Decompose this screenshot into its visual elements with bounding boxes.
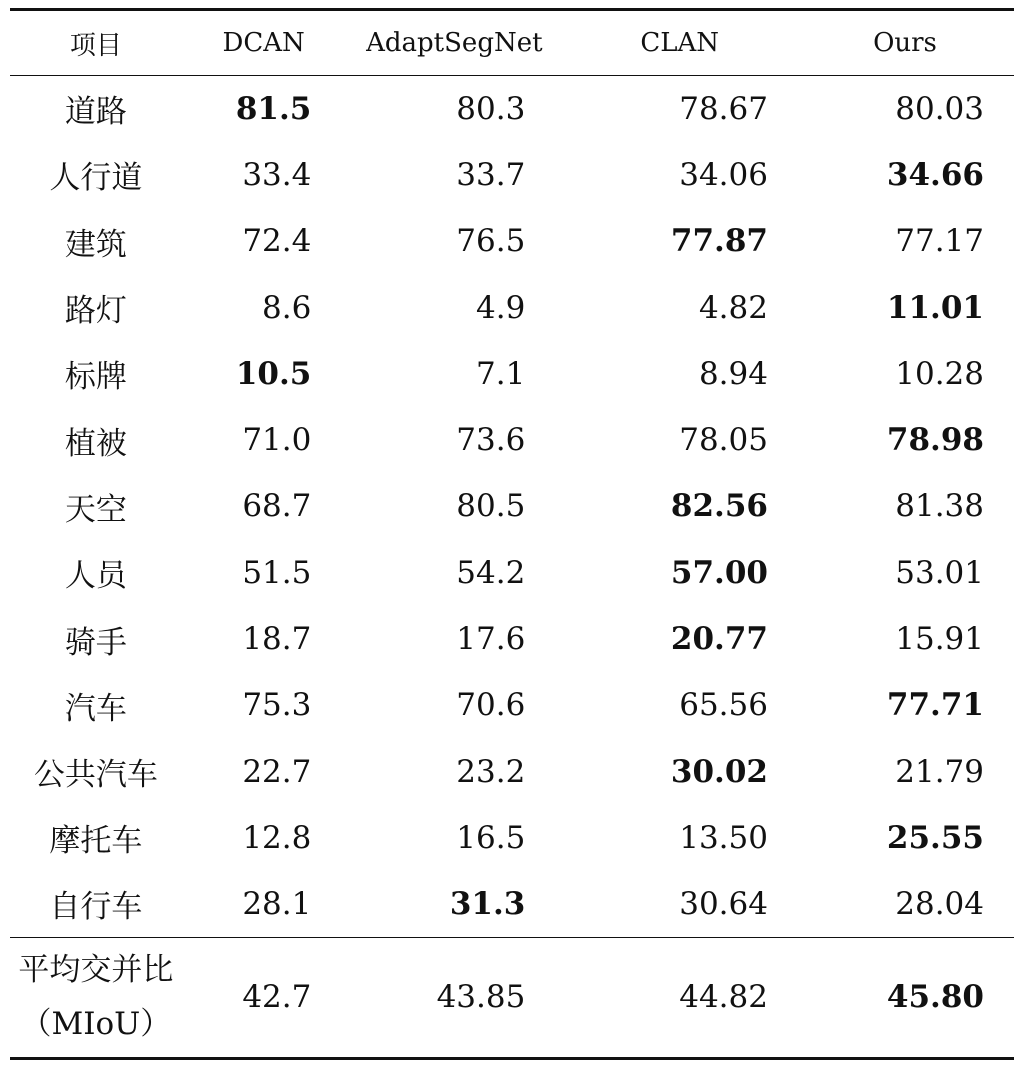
- value: 4.9: [476, 289, 526, 326]
- results-table: [10, 8, 1014, 1060]
- value: 77.17: [895, 223, 984, 260]
- value: 10.28: [895, 355, 984, 392]
- summary-value-cell: [796, 937, 1014, 1058]
- table-body: [10, 76, 1014, 1059]
- value-cell: [796, 738, 1014, 804]
- row-label: 建筑: [64, 226, 127, 263]
- summary-label: [10, 937, 182, 1058]
- best-value: 45.80: [886, 979, 984, 1016]
- value-cell: [345, 738, 563, 804]
- value-cell: [345, 341, 563, 407]
- best-value: 82.56: [670, 488, 768, 525]
- value: 44.82: [679, 979, 768, 1016]
- best-value: 77.71: [886, 687, 984, 724]
- value-cell: [345, 606, 563, 672]
- value-cell: [796, 142, 1014, 208]
- value-cell: [563, 208, 796, 274]
- value-cell: [182, 407, 345, 473]
- value-cell: [796, 407, 1014, 473]
- best-value: 25.55: [886, 819, 984, 856]
- value-cell: [796, 341, 1014, 407]
- value-cell: [563, 473, 796, 539]
- value-cell: [182, 606, 345, 672]
- value: 34.06: [679, 156, 768, 193]
- best-value: 57.00: [670, 554, 768, 591]
- value-cell: [563, 672, 796, 738]
- value: 72.4: [242, 223, 312, 260]
- value: 30.64: [679, 885, 768, 922]
- row-label: 路灯: [64, 293, 127, 330]
- table-row: [10, 540, 1014, 606]
- value-cell: [563, 76, 796, 142]
- value-cell: [182, 805, 345, 871]
- value-cell: [563, 142, 796, 208]
- table-row: [10, 142, 1014, 208]
- table-row: [10, 407, 1014, 473]
- value-cell: [345, 407, 563, 473]
- value: 28.04: [895, 885, 984, 922]
- value: 33.4: [242, 156, 312, 193]
- value: 42.7: [242, 979, 312, 1016]
- row-label: 植被: [64, 425, 127, 462]
- value-cell: [563, 738, 796, 804]
- row-label: 标牌: [64, 359, 127, 396]
- value: 33.7: [456, 156, 526, 193]
- value-cell: [182, 871, 345, 937]
- value: 8.94: [698, 355, 768, 392]
- value-cell: [796, 540, 1014, 606]
- table-row: [10, 871, 1014, 937]
- value: 75.3: [242, 687, 312, 724]
- value-cell: [182, 274, 345, 340]
- summary-value-cell: [345, 937, 563, 1058]
- best-value: 78.98: [886, 422, 984, 459]
- table-row: [10, 473, 1014, 539]
- value: 65.56: [679, 687, 768, 724]
- value-cell: [563, 341, 796, 407]
- header-ours: Ours: [796, 10, 1014, 76]
- value-cell: [345, 142, 563, 208]
- value: 18.7: [242, 621, 312, 658]
- table-row: [10, 341, 1014, 407]
- summary-label-line2: （MIoU）: [20, 1006, 172, 1043]
- value: 76.5: [456, 223, 526, 260]
- value: 4.82: [698, 289, 768, 326]
- best-value: 34.66: [886, 156, 984, 193]
- value: 17.6: [456, 621, 526, 658]
- value-cell: [345, 274, 563, 340]
- value: 80.03: [895, 90, 984, 127]
- summary-value-cell: [182, 937, 345, 1058]
- value-cell: [182, 142, 345, 208]
- value-cell: [796, 805, 1014, 871]
- value: 80.5: [456, 488, 526, 525]
- value-cell: [796, 871, 1014, 937]
- best-value: 31.3: [449, 885, 526, 922]
- value: 71.0: [242, 422, 312, 459]
- best-value: 20.77: [670, 621, 768, 658]
- table-row: [10, 76, 1014, 142]
- table-row: [10, 672, 1014, 738]
- summary-value-cell: [563, 937, 796, 1058]
- row-label: 公共汽车: [33, 757, 158, 794]
- value: 43.85: [436, 979, 526, 1016]
- row-label: 自行车: [49, 889, 143, 926]
- value: 51.5: [242, 554, 312, 591]
- row-label: 汽车: [64, 690, 127, 727]
- value-cell: [796, 606, 1014, 672]
- value-cell: [345, 473, 563, 539]
- value-cell: [182, 672, 345, 738]
- value-cell: [345, 672, 563, 738]
- value: 81.38: [895, 488, 984, 525]
- row-label: 人员: [64, 558, 127, 595]
- value: 23.2: [456, 753, 526, 790]
- row-label: 道路: [64, 94, 127, 131]
- value-cell: [182, 540, 345, 606]
- table-row: [10, 274, 1014, 340]
- value: 28.1: [242, 885, 312, 922]
- summary-label-line1: 平均交并比: [18, 952, 174, 989]
- value-cell: [182, 473, 345, 539]
- summary-row: [10, 937, 1014, 1058]
- best-value: 10.5: [235, 355, 312, 392]
- best-value: 81.5: [235, 90, 312, 127]
- table-row: [10, 606, 1014, 672]
- value-cell: [182, 738, 345, 804]
- value-cell: [345, 76, 563, 142]
- value-cell: [345, 805, 563, 871]
- value: 12.8: [242, 819, 312, 856]
- value-cell: [563, 871, 796, 937]
- row-label: 骑手: [64, 624, 127, 661]
- header-dcan: DCAN: [182, 10, 345, 76]
- best-value: 77.87: [670, 223, 768, 260]
- value-cell: [796, 208, 1014, 274]
- value: 15.91: [895, 621, 984, 658]
- value-cell: [796, 274, 1014, 340]
- header-row: [10, 10, 1014, 76]
- row-label: 天空: [64, 491, 127, 528]
- value-cell: [796, 473, 1014, 539]
- row-label: 摩托车: [49, 823, 143, 860]
- table-row: [10, 805, 1014, 871]
- value-cell: [345, 871, 563, 937]
- row-label: 人行道: [49, 160, 143, 197]
- value-cell: [563, 805, 796, 871]
- value-cell: [563, 606, 796, 672]
- value-cell: [182, 341, 345, 407]
- value-cell: [563, 540, 796, 606]
- table-row: [10, 738, 1014, 804]
- value: 54.2: [456, 554, 526, 591]
- table-row: [10, 208, 1014, 274]
- value: 68.7: [242, 488, 312, 525]
- best-value: 30.02: [670, 753, 768, 790]
- value: 8.6: [262, 289, 312, 326]
- value: 13.50: [679, 819, 768, 856]
- header-adaptsegnet: AdaptSegNet: [345, 10, 563, 76]
- value-cell: [796, 672, 1014, 738]
- header-clan: CLAN: [563, 10, 796, 76]
- value: 16.5: [456, 819, 526, 856]
- value: 80.3: [456, 90, 526, 127]
- header-item: 项目: [10, 10, 182, 76]
- best-value: 11.01: [886, 289, 984, 326]
- value: 73.6: [456, 422, 526, 459]
- value: 78.05: [679, 422, 768, 459]
- value: 21.79: [895, 753, 984, 790]
- value-cell: [563, 274, 796, 340]
- value-cell: [182, 208, 345, 274]
- value-cell: [345, 208, 563, 274]
- value: 22.7: [242, 753, 312, 790]
- value: 53.01: [895, 554, 984, 591]
- value-cell: [345, 540, 563, 606]
- value: 78.67: [679, 90, 768, 127]
- value-cell: [182, 76, 345, 142]
- value-cell: [796, 76, 1014, 142]
- value: 70.6: [456, 687, 526, 724]
- value: 7.1: [476, 355, 526, 392]
- value-cell: [563, 407, 796, 473]
